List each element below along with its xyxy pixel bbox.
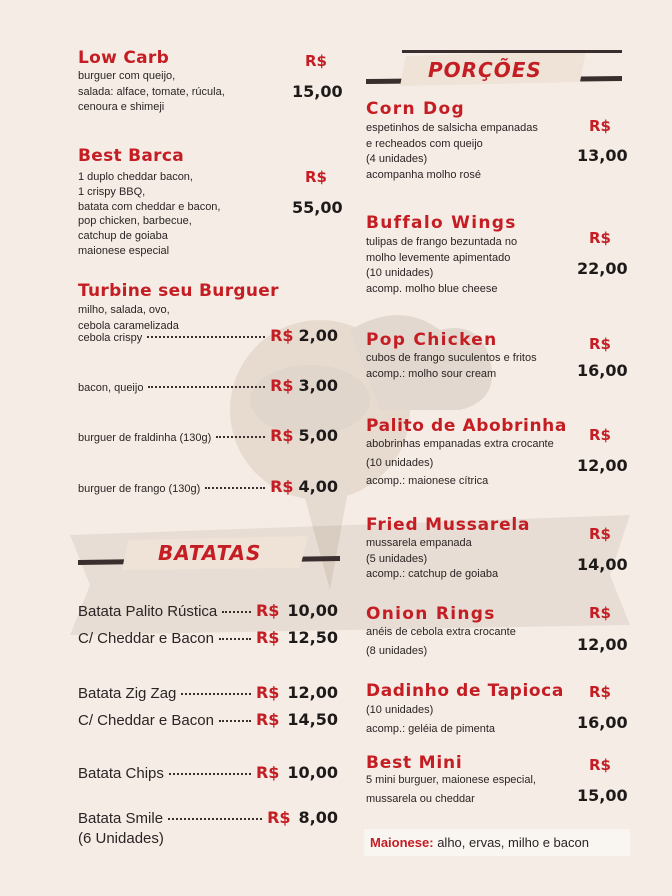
- batata-row: [78, 763, 338, 782]
- batata-label: C/ Cheddar e Bacon: [78, 630, 214, 647]
- porcao-currency-best-mini: R$: [589, 756, 611, 774]
- porcao-price-corn-dog: 13,00: [577, 146, 628, 165]
- porcao-currency-buffalo-wings: R$: [589, 229, 611, 247]
- porcao-price-fried-mussarela: 14,00: [577, 555, 628, 574]
- turbine-row: [78, 326, 338, 345]
- porcao-name-buffalo-wings: Buffalo Wings: [366, 213, 517, 233]
- porcao-price-dadinho-tapioca: 16,00: [577, 713, 628, 732]
- porcao-price-onion-rings: 12,00: [577, 635, 628, 654]
- batatas-title: BATATAS: [158, 541, 262, 565]
- porcao-currency-fried-mussarela: R$: [589, 525, 611, 543]
- turbine-price: 4,00: [298, 477, 338, 496]
- porcao-desc-onion-rings: anéis de cebola extra crocante (8 unidades): [366, 626, 516, 657]
- item-desc-best-barca: 1 duplo cheddar bacon, 1 crispy BBQ, batata com cheddar e bacon, pop chicken, barbecue, catchup de goiaba maionese especial: [78, 171, 221, 257]
- turbine-row: [78, 426, 338, 445]
- batata-row: [78, 683, 338, 702]
- porcao-name-pop-chicken: Pop Chicken: [366, 330, 498, 350]
- turbine-currency: R$: [270, 376, 294, 395]
- porcao-name-palito-abobrinha: Palito de Abobrinha: [366, 416, 567, 436]
- batata-price: 12,00: [287, 683, 338, 702]
- turbine-row: [78, 376, 338, 395]
- item-name-low-carb: Low Carb: [78, 48, 170, 68]
- item-currency-best-barca: R$: [305, 168, 327, 186]
- item-name-best-barca: Best Barca: [78, 146, 185, 166]
- batata-currency: R$: [255, 763, 280, 782]
- batata-row: [78, 808, 338, 827]
- batata-label: Batata Palito Rústica: [78, 603, 218, 620]
- batata-row: [78, 710, 338, 729]
- turbine-label: cebola crispy: [78, 332, 143, 344]
- item-currency-low-carb: R$: [305, 52, 327, 70]
- turbine-price: 5,00: [298, 426, 338, 445]
- turbine-currency: R$: [270, 477, 294, 496]
- batata-label: Batata Smile: [78, 810, 164, 827]
- porcao-name-corn-dog: Corn Dog: [366, 99, 465, 119]
- maionese-text: alho, ervas, milho e bacon: [437, 835, 589, 850]
- batata-label: C/ Cheddar e Bacon: [78, 712, 214, 729]
- turbine-label: bacon, queijo: [78, 382, 144, 394]
- batata-price: 12,50: [287, 628, 338, 647]
- turbine-currency: R$: [270, 426, 294, 445]
- porcao-desc-fried-mussarela: mussarela empanada (5 unidades) acomp.: catchup de goiaba: [366, 537, 499, 580]
- porcao-name-best-mini: Best Mini: [366, 753, 463, 773]
- batata-label: Batata Zig Zag: [78, 685, 177, 702]
- porcao-currency-dadinho-tapioca: R$: [589, 683, 611, 701]
- porcao-name-dadinho-tapioca: Dadinho de Tapioca: [366, 681, 564, 701]
- porcao-desc-best-mini: 5 mini burguer, maionese especial, mussarela ou cheddar: [366, 774, 536, 805]
- batata-row: [78, 601, 338, 620]
- batata-label: Batata Chips: [78, 765, 164, 782]
- porcoes-title: PORÇÕES: [428, 58, 542, 82]
- batata-price: 14,50: [287, 710, 338, 729]
- item-desc-turbine: milho, salada, ovo, cebola caramelizada: [78, 304, 179, 332]
- batata-currency: R$: [255, 628, 280, 647]
- porcao-name-onion-rings: Onion Rings: [366, 604, 496, 624]
- porcao-price-buffalo-wings: 22,00: [577, 259, 628, 278]
- turbine-price: 2,00: [298, 326, 338, 345]
- turbine-row: [78, 477, 338, 496]
- porcao-price-pop-chicken: 16,00: [577, 361, 628, 380]
- porcao-desc-buffalo-wings: tulipas de frango bezuntada no molho levemente apimentado (10 unidades) acomp. molho blue cheese: [366, 236, 518, 295]
- batata-currency: R$: [255, 710, 280, 729]
- porcao-currency-palito-abobrinha: R$: [589, 426, 611, 444]
- batata-row: [78, 628, 338, 647]
- item-name-turbine: Turbine seu Burguer: [78, 281, 279, 301]
- batata-price: 8,00: [298, 808, 338, 827]
- turbine-currency: R$: [270, 326, 294, 345]
- porcao-currency-pop-chicken: R$: [589, 335, 611, 353]
- maionese-line: [370, 835, 589, 850]
- batata-currency: R$: [255, 601, 280, 620]
- porcao-price-palito-abobrinha: 12,00: [577, 456, 628, 475]
- porcao-desc-dadinho-tapioca: (10 unidades) acomp.: geléia de pimenta: [366, 704, 496, 735]
- porcao-currency-corn-dog: R$: [589, 117, 611, 135]
- batata-smile-units: (6 Unidades): [78, 830, 164, 847]
- batata-currency: R$: [255, 683, 280, 702]
- turbine-price: 3,00: [298, 376, 338, 395]
- batata-price: 10,00: [287, 601, 338, 620]
- turbine-label: burguer de fraldinha (130g): [78, 432, 212, 444]
- item-desc-low-carb: burguer com queijo, salada: alface, tomate, rúcula, cenoura e shimeji: [78, 70, 225, 113]
- porcao-desc-pop-chicken: cubos de frango suculentos e fritos acomp.: molho sour cream: [366, 352, 537, 380]
- item-price-best-barca: 55,00: [292, 198, 343, 217]
- batata-currency: R$: [267, 808, 291, 827]
- porcao-currency-onion-rings: R$: [589, 604, 611, 622]
- porcao-price-best-mini: 15,00: [577, 786, 628, 805]
- item-price-low-carb: 15,00: [292, 82, 343, 101]
- maionese-label: Maionese:: [370, 835, 434, 850]
- batata-price: 10,00: [287, 763, 338, 782]
- turbine-label: burguer de frango (130g): [78, 483, 201, 495]
- porcao-desc-corn-dog: espetinhos de salsicha empanadas e recheados com queijo (4 unidades) acompanha molho rosé: [366, 122, 538, 181]
- porcao-name-fried-mussarela: Fried Mussarela: [366, 515, 531, 535]
- porcao-desc-palito-abobrinha: abobrinhas empanadas extra crocante (10 unidades) acomp.: maionese cítrica: [366, 438, 554, 487]
